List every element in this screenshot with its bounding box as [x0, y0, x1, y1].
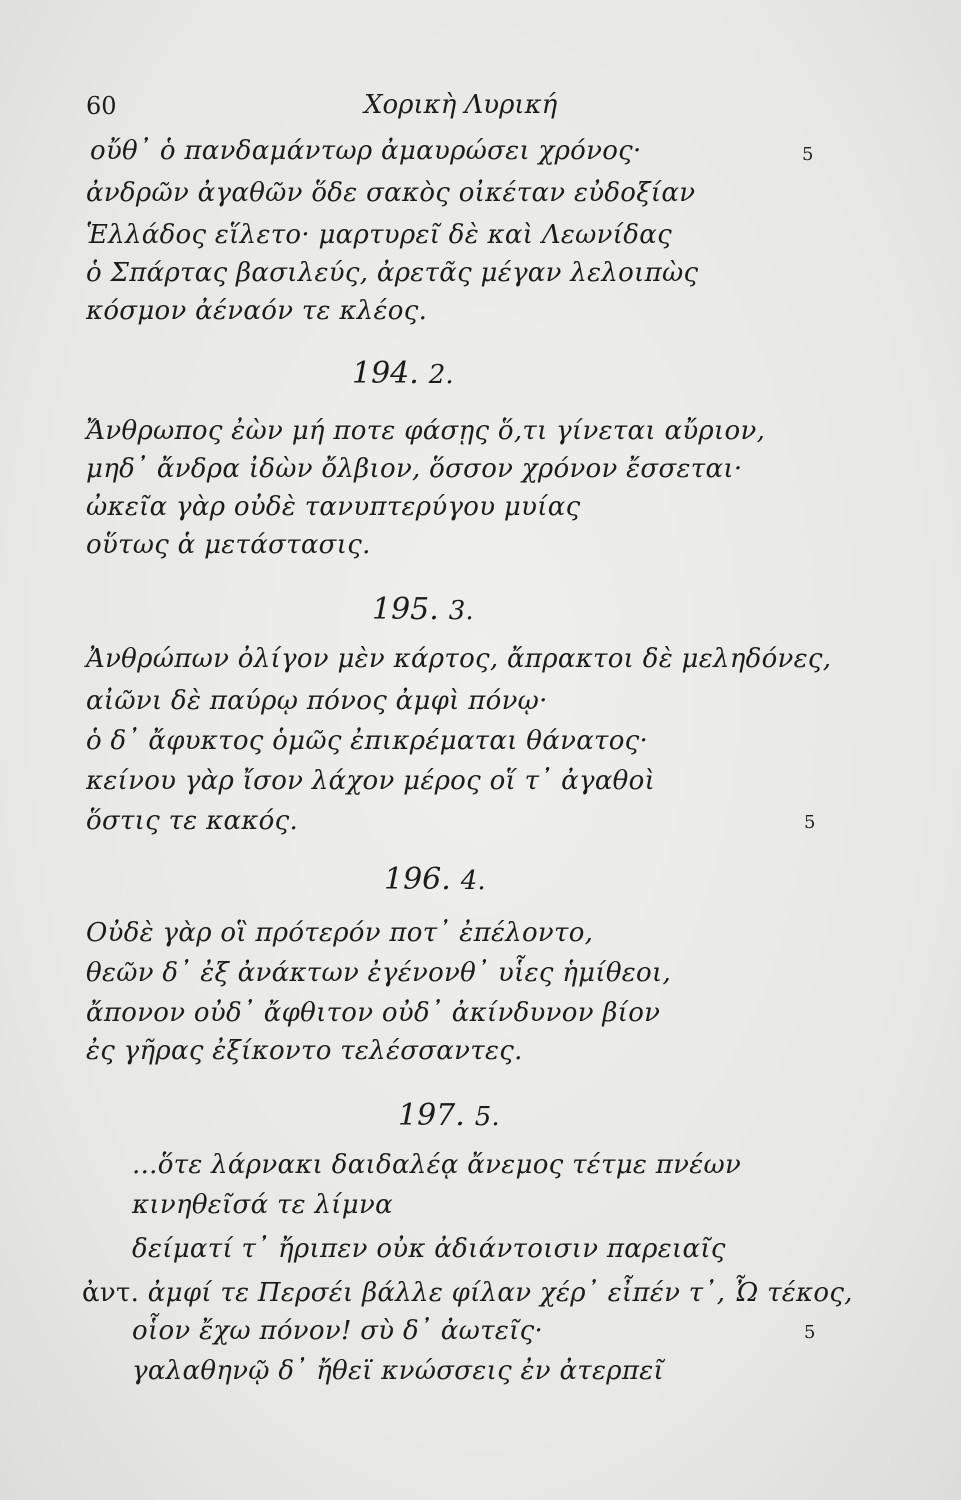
line-number: 5	[804, 1322, 816, 1343]
verse-line: ...ὅτε λάρνακι δαιδαλέᾳ ἄνεμος τέτμε πνέων	[132, 1150, 742, 1180]
section-heading-194	[352, 356, 454, 391]
verse-line: κινηθεῖσά τε λίμνα	[132, 1190, 393, 1220]
section-subnumber: 3.	[448, 596, 474, 626]
section-number: 197.	[398, 1098, 465, 1133]
verse-line: Ἀνθρώπων ὀλίγον μὲν κάρτος, ἄπρακτοι δὲ μεληδόνες,	[86, 644, 832, 674]
verse-line: μηδ᾽ ἄνδρα ἰδὼν ὄλβιον, ὅσσον χρόνον ἔσσεται·	[86, 454, 743, 484]
verse-line: ὁ Σπάρτας βασιλεύς, ἀρετᾶς μέγαν λελοιπὼς	[86, 258, 699, 288]
verse-line: ἄπονον οὐδ᾽ ἄφθιτον οὐδ᾽ ἀκίνδυνον βίον	[86, 998, 661, 1028]
verse-line: Ἑλλάδος εἵλετο· μαρτυρεῖ δὲ καὶ Λεωνίδας	[86, 220, 672, 250]
running-head: Χορικὴ Λυρική	[364, 90, 558, 120]
verse-line: ὅστις τε κακός.	[86, 806, 299, 836]
antistrophe-marker: ἀντ.	[82, 1278, 140, 1308]
verse-line: ἐς γῆρας ἐξίκοντο τελέσσαντες.	[86, 1036, 523, 1066]
section-heading-196	[384, 862, 486, 897]
line-number: 5	[802, 144, 814, 165]
verse-line-antistrophe	[82, 1278, 853, 1308]
verse-line: οὔθ᾽ ὁ πανδαμάντωρ ἀμαυρώσει χρόνος·	[90, 136, 642, 166]
section-number: 195.	[372, 592, 439, 627]
section-heading-195	[372, 592, 474, 627]
section-number: 196.	[384, 862, 451, 897]
verse-line: Ἄνθρωπος ἐὼν μή ποτε φάσῃς ὅ,τι γίνεται αὔριον,	[86, 416, 766, 446]
verse-text: ἀμφί τε Περσέι βάλλε φίλαν χέρ᾽ εἶπέν τ᾽, Ὦ τέκος,	[147, 1278, 853, 1308]
verse-line: ὁ δ᾽ ἄφυκτος ὁμῶς ἐπικρέμαται θάνατος·	[86, 726, 649, 756]
verse-line: οἷον ἔχω πόνον! σὺ δ᾽ ἀωτεῖς·	[132, 1316, 544, 1346]
verse-line: κόσμον ἀέναόν τε κλέος.	[86, 296, 428, 326]
verse-line: ἀνδρῶν ἀγαθῶν ὅδε σακὸς οἰκέταν εὐδοξίαν	[86, 178, 696, 208]
verse-line: θεῶν δ᾽ ἐξ ἀνάκτων ἐγένονθ᾽ υἷες ἡμίθεοι,	[86, 958, 672, 988]
line-number: 5	[804, 812, 816, 833]
verse-line: κείνου γὰρ ἴσον λάχον μέρος οἵ τ᾽ ἀγαθοὶ	[86, 766, 656, 796]
page-number: 60	[86, 92, 117, 120]
verse-line: γαλαθηνῷ δ᾽ ἤθεϊ κνώσσεις ἐν ἀτερπεῖ	[132, 1356, 664, 1386]
verse-line: ὠκεῖα γὰρ οὐδὲ τανυπτερύγου μυίας	[86, 492, 581, 522]
section-number: 194.	[352, 356, 419, 391]
verse-line: δείματί τ᾽ ἤριπεν οὐκ ἀδιάντοισιν παρειαῖς	[132, 1234, 726, 1264]
verse-line: Οὐδὲ γὰρ οἳ πρότερόν ποτ᾽ ἐπέλοντο,	[86, 918, 594, 948]
verse-line: οὕτως ἁ μετάστασις.	[86, 530, 371, 560]
verse-line: αἰῶνι δὲ παύρῳ πόνος ἀμφὶ πόνῳ·	[86, 686, 548, 716]
section-subnumber: 5.	[474, 1102, 500, 1132]
section-subnumber: 2.	[428, 360, 454, 390]
section-subnumber: 4.	[460, 866, 486, 896]
section-heading-197	[398, 1098, 500, 1133]
